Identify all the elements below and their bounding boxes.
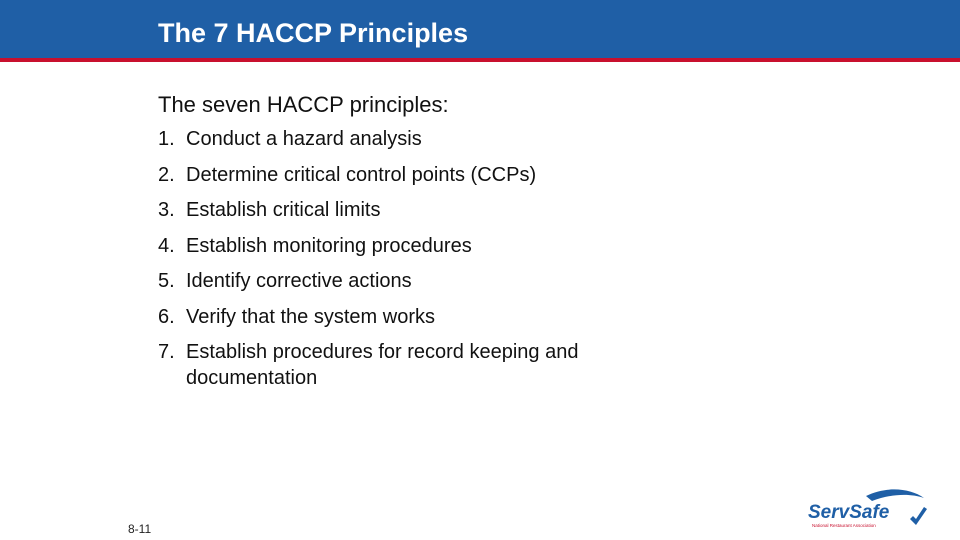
principle-text: Establish critical limits [186,199,381,221]
principle-item [158,304,678,330]
principle-number: 1. [158,128,175,150]
logo-check-icon [910,507,927,525]
principle-number: 6. [158,305,175,328]
servsafe-logo [806,488,928,532]
principle-number: 7. [158,341,175,363]
intro-text: The seven HACCP principles: [158,92,449,117]
principle-item [158,162,678,188]
principle-item [158,233,678,259]
principle-item [158,339,678,391]
principle-number: 3. [158,199,175,221]
principle-text: Conduct a hazard analysis [186,128,422,150]
principle-number: 5. [158,270,175,292]
principles-list [158,126,678,401]
principle-text: Identify corrective actions [186,270,412,292]
logo-wordmark: ServSafe [808,502,890,523]
title-bar [0,0,960,62]
principle-item [158,268,678,294]
principle-item [158,197,678,223]
principle-text: Determine critical control points (CCPs) [186,163,537,186]
principle-number: 4. [158,234,175,257]
principle-text: Verify that the system works [186,305,435,328]
logo-swoosh-icon [866,489,924,501]
slide-title: The 7 HACCP Principles [158,18,469,48]
slide-number: 8-11 [128,522,152,536]
principle-item [158,126,678,152]
logo-tagline: National Restaurant Association [812,523,876,528]
principle-number: 2. [158,163,175,186]
principle-text: Establish monitoring procedures [186,234,472,257]
principle-text: Establish procedures for record keeping and documentation [186,341,579,389]
